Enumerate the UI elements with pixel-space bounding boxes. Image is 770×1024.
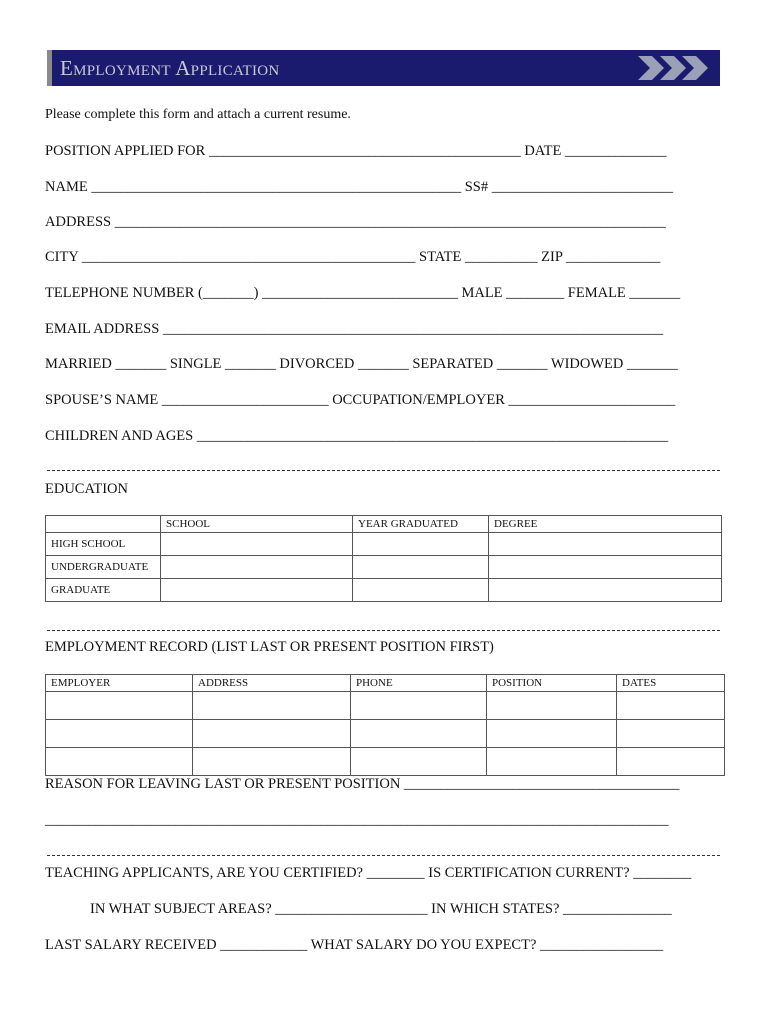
employment-header-row — [46, 675, 725, 692]
address-cell[interactable] — [193, 692, 351, 720]
table-row — [46, 720, 725, 748]
row-label-high-school: HIGH SCHOOL — [46, 533, 161, 556]
phone-cell[interactable] — [351, 748, 487, 776]
degree-cell[interactable] — [489, 579, 722, 602]
phone-cell[interactable] — [351, 692, 487, 720]
reason-continuation-line[interactable]: ______________________________________________________________________________________ — [45, 812, 669, 828]
employment-table — [45, 674, 725, 776]
employment-col-dates: DATES — [617, 675, 725, 692]
year-cell[interactable] — [353, 533, 489, 556]
degree-cell[interactable] — [489, 533, 722, 556]
school-cell[interactable] — [161, 533, 353, 556]
employer-cell[interactable] — [46, 720, 193, 748]
page-title: Employment Application — [60, 56, 280, 80]
telephone-gender-line[interactable]: TELEPHONE NUMBER (_______) ___________________________ MALE ________ FEMALE _______ — [45, 285, 681, 301]
table-row — [46, 579, 722, 602]
chevron-right-icon — [636, 53, 714, 83]
education-table — [45, 515, 722, 602]
position-cell[interactable] — [487, 720, 617, 748]
spouse-line[interactable]: SPOUSE’S NAME _______________________ OCCUPATION/EMPLOYER _______________________ — [45, 392, 676, 408]
education-col-blank — [46, 516, 161, 533]
school-cell[interactable] — [161, 556, 353, 579]
education-col-degree: DEGREE — [489, 516, 722, 533]
header-banner — [47, 50, 720, 86]
salary-line[interactable]: LAST SALARY RECEIVED ____________ WHAT SALARY DO YOU EXPECT? _________________ — [45, 937, 664, 953]
address-cell[interactable] — [193, 748, 351, 776]
dates-cell[interactable] — [617, 692, 725, 720]
employment-col-position: POSITION — [487, 675, 617, 692]
marital-status-line[interactable]: MARRIED _______ SINGLE _______ DIVORCED _______ SEPARATED _______ WIDOWED _______ — [45, 356, 678, 372]
year-cell[interactable] — [353, 556, 489, 579]
city-state-zip-line[interactable]: CITY ______________________________________________ STATE __________ ZIP _____________ — [45, 249, 661, 265]
education-heading: EDUCATION — [45, 481, 128, 497]
section-divider — [47, 855, 720, 856]
employment-heading: EMPLOYMENT RECORD (LIST LAST OR PRESENT POSITION FIRST) — [45, 639, 494, 655]
table-row — [46, 748, 725, 776]
section-divider — [47, 470, 720, 471]
dates-cell[interactable] — [617, 748, 725, 776]
dates-cell[interactable] — [617, 720, 725, 748]
employer-cell[interactable] — [46, 748, 193, 776]
school-cell[interactable] — [161, 579, 353, 602]
teaching-subjects-line[interactable]: IN WHAT SUBJECT AREAS? _____________________ IN WHICH STATES? _______________ — [90, 901, 672, 917]
employment-col-address: ADDRESS — [193, 675, 351, 692]
education-header-row — [46, 516, 722, 533]
row-label-graduate: GRADUATE — [46, 579, 161, 602]
section-divider — [47, 630, 720, 631]
reason-for-leaving-line[interactable]: REASON FOR LEAVING LAST OR PRESENT POSITION ______________________________________ — [45, 776, 680, 792]
children-line[interactable]: CHILDREN AND AGES _________________________________________________________________ — [45, 428, 669, 444]
position-cell[interactable] — [487, 748, 617, 776]
phone-cell[interactable] — [351, 720, 487, 748]
address-cell[interactable] — [193, 720, 351, 748]
education-col-school: SCHOOL — [161, 516, 353, 533]
table-row — [46, 533, 722, 556]
employer-cell[interactable] — [46, 692, 193, 720]
intro-text: Please complete this form and attach a current resume. — [45, 107, 351, 122]
row-label-undergraduate: UNDERGRADUATE — [46, 556, 161, 579]
education-col-year: YEAR GRADUATED — [353, 516, 489, 533]
email-line[interactable]: EMAIL ADDRESS _____________________________________________________________________ — [45, 321, 664, 337]
table-row — [46, 556, 722, 579]
position-date-line[interactable]: POSITION APPLIED FOR ___________________________________________ DATE ______________ — [45, 143, 667, 159]
position-cell[interactable] — [487, 692, 617, 720]
employment-col-employer: EMPLOYER — [46, 675, 193, 692]
year-cell[interactable] — [353, 579, 489, 602]
address-line[interactable]: ADDRESS ____________________________________________________________________________ — [45, 214, 666, 230]
teaching-certified-line[interactable]: TEACHING APPLICANTS, ARE YOU CERTIFIED? ________ IS CERTIFICATION CURRENT? ________ — [45, 865, 692, 881]
degree-cell[interactable] — [489, 556, 722, 579]
table-row — [46, 692, 725, 720]
employment-col-phone: PHONE — [351, 675, 487, 692]
name-ssn-line[interactable]: NAME ___________________________________________________ SS# _________________________ — [45, 179, 673, 195]
